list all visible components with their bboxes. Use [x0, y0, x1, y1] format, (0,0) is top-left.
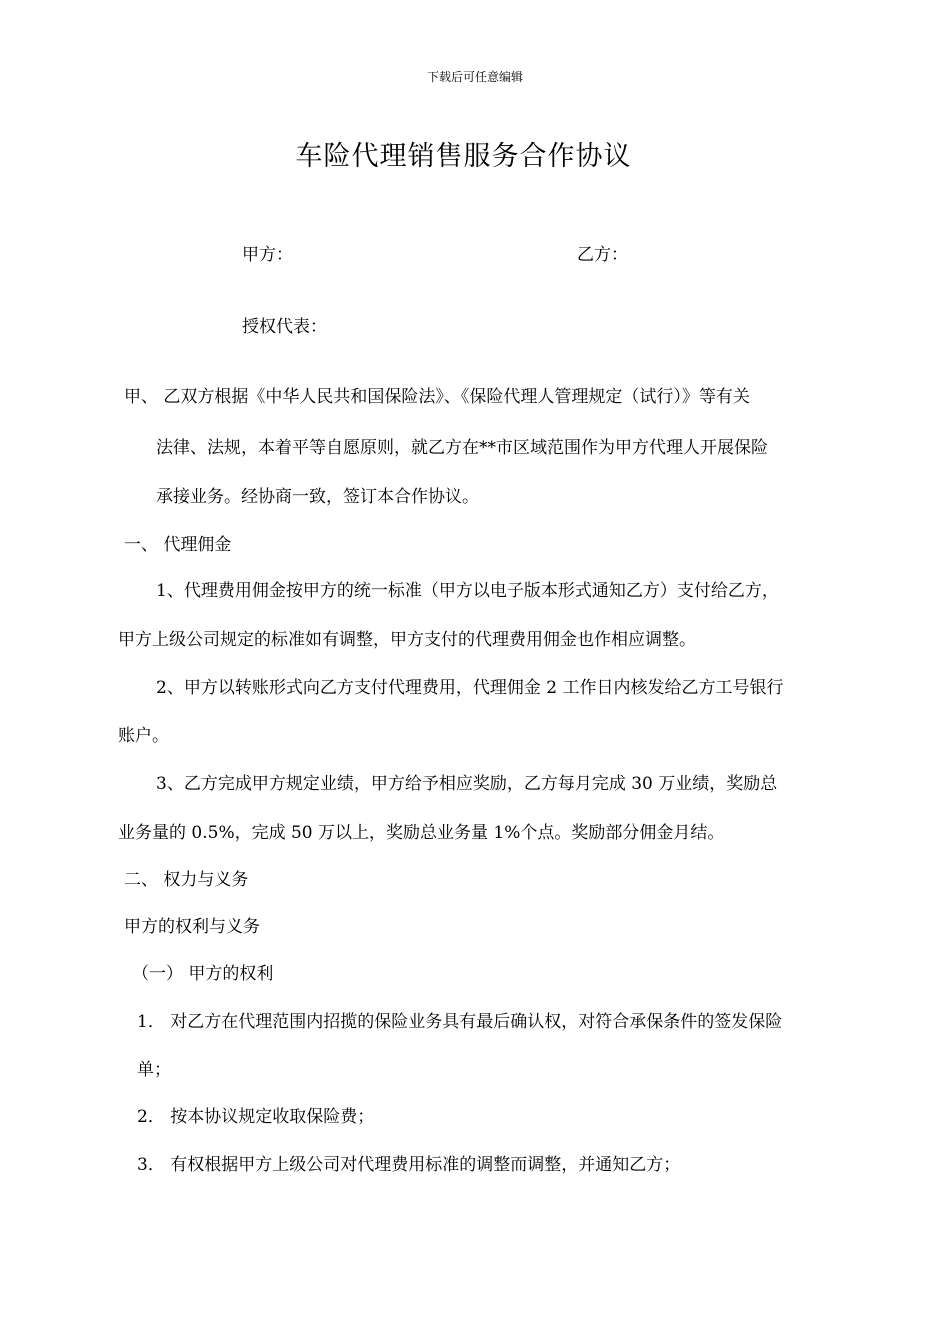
- section-1-heading: 一、 代理佣金: [124, 535, 232, 555]
- item-1-line-2: 单；: [137, 1060, 171, 1080]
- section-1-para-3-line-1: 3、乙方完成甲方规定业绩，甲方给予相应奖励，乙方每月完成 30 万业绩，奖励总: [156, 774, 778, 794]
- section-1-para-1-line-1: 1、代理费用佣金按甲方的统一标准（甲方以电子版本形式通知乙方）支付给乙方，: [156, 581, 779, 601]
- intro-line-3: 承接业务。经协商一致，签订本合作协议。: [156, 487, 479, 507]
- section-2-sub-1-heading: （一） 甲方的权利: [132, 964, 274, 984]
- party-b-label: 乙方：: [577, 245, 628, 265]
- section-1-para-3-line-2: 业务量的 0.5%，完成 50 万以上，奖励总业务量 1%个点。奖励部分佣金月结。: [118, 823, 725, 843]
- representative-label: 授权代表：: [242, 317, 327, 337]
- item-1-line-1: 1． 对乙方在代理范围内招揽的保险业务具有最后确认权，对符合承保条件的签发保险: [137, 1012, 783, 1032]
- section-1-para-1-line-2: 甲方上级公司规定的标准如有调整，甲方支付的代理费用佣金也作相应调整。: [118, 630, 696, 650]
- document-title: 车险代理销售服务合作协议: [295, 141, 632, 172]
- intro-line-1: 甲、 乙双方根据《中华人民共和国保险法》、《保险代理人管理规定（试行）》等有关: [124, 387, 750, 407]
- intro-line-2: 法律、法规，本着平等自愿原则，就乙方在**市区域范围作为甲方代理人开展保险: [156, 438, 768, 458]
- party-a-label: 甲方：: [242, 245, 293, 265]
- section-2-subheading: 甲方的权利与义务: [124, 917, 260, 937]
- section-1-para-2-line-2: 账户。: [118, 726, 169, 746]
- section-2-heading: 二、 权力与义务: [124, 870, 249, 890]
- header-note: 下载后可任意编辑: [426, 70, 523, 84]
- item-3: 3． 有权根据甲方上级公司对代理费用标准的调整而调整，并通知乙方；: [137, 1155, 681, 1175]
- section-1-para-2-line-1: 2、甲方以转账形式向乙方支付代理费用，代理佣金 2 工作日内核发给乙方工号银行: [156, 678, 784, 698]
- item-2: 2． 按本协议规定收取保险费；: [137, 1107, 375, 1127]
